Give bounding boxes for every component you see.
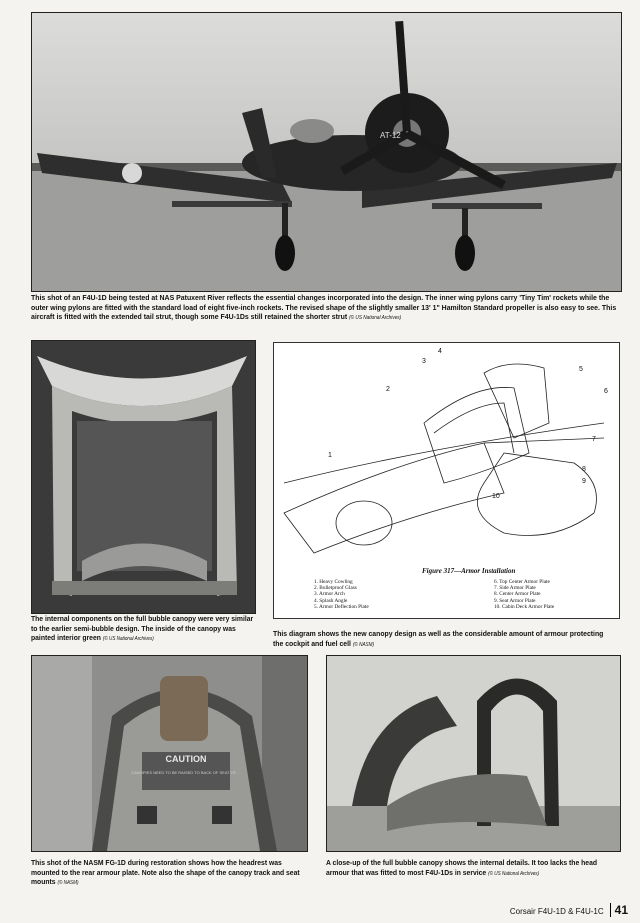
legend-item: 4. Splash Angle bbox=[314, 597, 348, 604]
legend-right bbox=[494, 579, 554, 610]
canopy-frame-illustration bbox=[32, 341, 255, 613]
callout-8: 8 bbox=[582, 466, 586, 473]
aircraft-illustration bbox=[32, 13, 621, 291]
aircraft-code: AT-12 bbox=[380, 131, 401, 140]
photo-f4u-1d-patuxent bbox=[31, 12, 622, 292]
photo-nasm-fg-1d bbox=[31, 655, 308, 852]
photo-canopy-internal bbox=[31, 340, 256, 614]
caption-top: This shot of an F4U-1D being tested at NAS Patuxent River reflects the essential changes incorporated into the design. The inner wing pylons carry 'Tiny Tim' rockets while the outer wing pylons are fitted with the standard load of eight five-inch rockets. The revised shape of the slightly smaller 13' 1" Hamilton Standard propeller is also easy to see. This aircraft is fitted with the extended tail strut, though some F4U-1Ds still retained the shorter strut (© US National Archives) bbox=[31, 293, 617, 321]
caption-diagram: This diagram shows the new canopy design as well as the considerable amount of armour protecting the cockpit and fuel cell (© NASM) bbox=[273, 629, 604, 648]
legend-item: 1. Heavy Cowling bbox=[314, 579, 353, 585]
bubble-canopy-illustration bbox=[327, 656, 620, 851]
callout-4: 4 bbox=[438, 348, 442, 355]
photo-bubble-canopy-closeup bbox=[326, 655, 621, 852]
footer-title: Corsair F4U-1D & F4U-1C bbox=[509, 907, 604, 916]
headrest-illustration bbox=[32, 656, 307, 851]
page-number: 41 bbox=[610, 903, 628, 917]
legend-item: 7. Side Armor Plate bbox=[494, 585, 536, 592]
credit-diagram: (© NASM) bbox=[352, 641, 375, 648]
credit-nasm: (© NASM) bbox=[57, 880, 79, 886]
callout-10: 10 bbox=[492, 493, 500, 500]
caution-title: CAUTION bbox=[165, 754, 207, 764]
page-footer bbox=[510, 903, 628, 917]
legend-item: 2. Bulletproof Glass bbox=[314, 585, 357, 592]
legend-left bbox=[314, 579, 369, 610]
credit-top: (© US National Archives) bbox=[349, 315, 402, 321]
legend-item: 6. Top Center Armor Plate bbox=[494, 579, 550, 585]
figure-title: Figure 317—Armor Installation bbox=[422, 567, 516, 575]
legend-item: 8. Center Armor Plate bbox=[494, 591, 541, 598]
armor-diagram-drawing bbox=[274, 343, 619, 563]
legend-item: 9. Seat Armor Plate bbox=[494, 597, 536, 604]
caption-closeup: A close-up of the full bubble canopy shows the internal details. It too lacks the head armour that was fitted to most F4U-1Ds in service (© US National Archives) bbox=[326, 858, 598, 877]
credit-closeup: (© US National Archives) bbox=[488, 870, 540, 877]
legend-item: 3. Armor Arch bbox=[314, 591, 345, 598]
callout-7: 7 bbox=[592, 436, 596, 443]
legend-item: 10. Cabin Deck Armor Plate bbox=[494, 603, 555, 610]
diagram-armor-installation bbox=[273, 342, 620, 619]
callout-9: 9 bbox=[582, 478, 586, 485]
callout-1: 1 bbox=[328, 452, 332, 459]
callout-5: 5 bbox=[579, 366, 583, 373]
caption-nasm: This shot of the NASM FG-1D during restoration shows how the headrest was mounted to the rear armour plate. Note also the shape of the canopy track and seat mounts (© NASM) bbox=[31, 858, 300, 886]
caution-text: CANOPIES NEED TO BE RAISED TO BACK OF SEAT OF ... bbox=[131, 770, 241, 775]
callout-3: 3 bbox=[422, 358, 426, 365]
callout-6: 6 bbox=[604, 388, 608, 395]
credit-canopy-internal: (© US National Archives) bbox=[102, 636, 154, 642]
callout-2: 2 bbox=[386, 386, 390, 393]
caption-canopy-internal: The internal components on the full bubble canopy were very similar to the earlier semi-bubble design. The inside of the canopy was painted interior green (© US National Archives) bbox=[31, 614, 254, 642]
legend-item: 5. Armor Deflection Plate bbox=[314, 603, 369, 610]
